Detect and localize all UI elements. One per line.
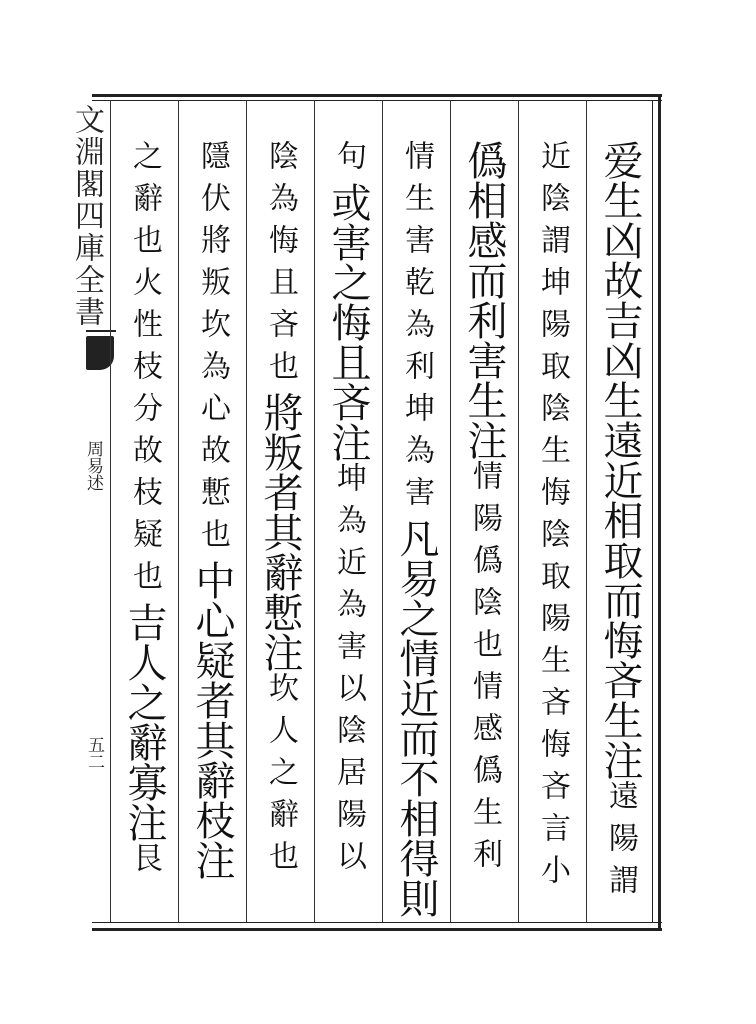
column-rule: [450, 100, 451, 922]
column-rule: [518, 100, 519, 922]
annotation-text: 遠陽謂: [603, 780, 638, 906]
column-rule: [178, 100, 179, 922]
text-column-6: [250, 140, 310, 920]
annotation-text: 句: [331, 140, 366, 182]
main-text: 吉人之辭寡: [121, 602, 167, 802]
main-text: 凡易之情近而不相得則: [393, 518, 439, 918]
annotation-text: 坎人之辭也: [263, 672, 298, 882]
main-text: 注: [189, 840, 235, 880]
main-text: 爱生凶故吉凶生遠近相取而悔吝生: [597, 140, 643, 740]
column-rule: [586, 100, 587, 922]
annotation-text: 坤為近為害以陰居陽以: [331, 462, 366, 882]
margin-collection-title: 文淵閣四庫全書: [69, 104, 104, 328]
text-column-7: [182, 140, 242, 920]
text-column-2: [522, 140, 582, 920]
text-column-8: [114, 140, 174, 920]
main-text: 中心疑者其辭枝: [189, 560, 235, 840]
fish-tail-line: [86, 330, 116, 332]
main-text: 注: [461, 420, 507, 460]
annotation-text: 情生害乾為利坤為害: [399, 140, 434, 518]
frame-right-inner-border: [652, 100, 653, 922]
column-rule: [110, 100, 111, 922]
main-text: 注: [121, 802, 167, 842]
margin-page-number: 五二: [84, 736, 104, 770]
annotation-text: 之辭也火性枝分故枝疑也: [127, 140, 162, 602]
margin-book-title: 周易述: [83, 440, 103, 491]
main-text: 注: [257, 632, 303, 672]
text-column-3: [454, 140, 514, 920]
annotation-text: 隱伏將叛坎為心故慙也: [195, 140, 230, 560]
main-text: 將叛者其辭慙: [257, 392, 303, 632]
annotation-text: 艮: [127, 842, 162, 884]
frame-right-border: [658, 94, 661, 930]
annotation-text: 陰為悔且吝也: [263, 140, 298, 392]
main-text: 僞相感而利害生: [461, 140, 507, 420]
frame-bottom-inner-border: [92, 922, 662, 923]
frame-bottom-border: [92, 928, 662, 931]
main-text: 注: [597, 740, 643, 780]
main-text: 注: [325, 422, 371, 462]
frame-top-border: [92, 94, 662, 97]
annotation-text: 情陽僞陰也情感僞生利: [467, 460, 502, 880]
main-text: 或害之悔且吝: [325, 182, 371, 422]
text-column-5: [318, 140, 378, 920]
text-column-1: [590, 140, 650, 920]
column-rule: [314, 100, 315, 922]
annotation-text: 近陰謂坤陽取陰生悔陰取陽生吝悔吝言小: [535, 140, 570, 896]
column-rule: [246, 100, 247, 922]
text-column-4: [386, 140, 446, 920]
column-rule: [382, 100, 383, 922]
